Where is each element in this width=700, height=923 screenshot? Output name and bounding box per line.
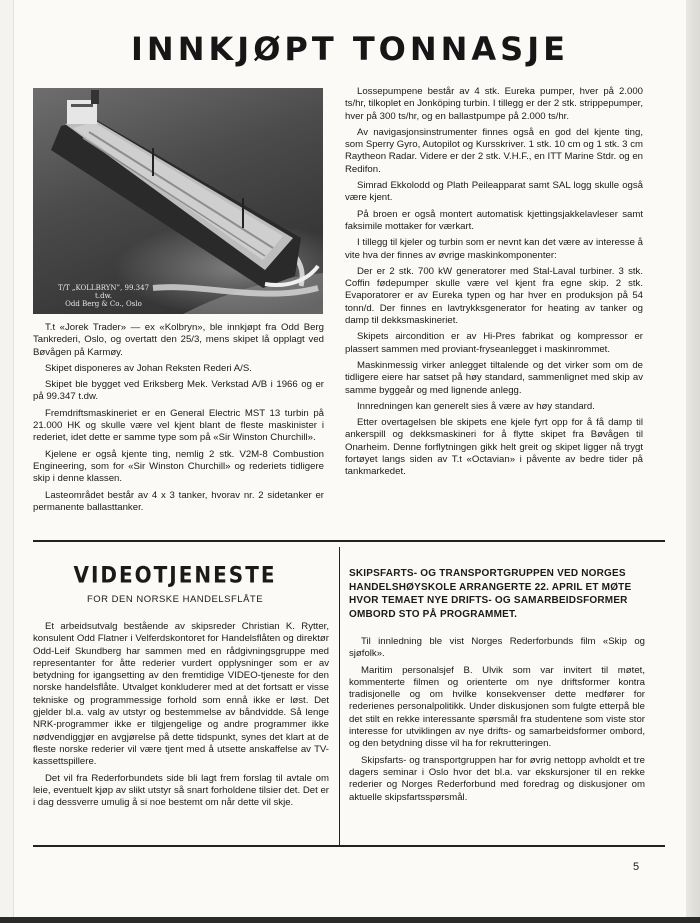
paragraph: Lossepumpene består av 4 stk. Eureka pumper, hver på 2.000 ts/hr, tilkoplet en Jonköping turbin. I tillegg er der 2 stk. strippepumper, hver på 300 ts/hr, og en ballastpumpe på 2.000 ts/hr. [345,86,643,122]
paragraph: Skipsfarts- og transportgruppen har for øvrig nettopp avholdt et tre dagers seminar i Oslo hvor det bl.a. var ekskursjoner til en rekke rederier og Norges Rederforbund med foredrag og diskusjoner om aktuelle skipsfartsspørsmål. [349,754,645,803]
page-number: 5 [633,861,640,873]
page-title: INNKJØPT TONNASJE [131,30,569,68]
paragraph: Skipet ble bygget ved Eriksberg Mek. Verkstad A/B i 1966 og er på 99.347 t.dw. [33,379,324,403]
photo-caption-line1: T/T „KOLLBRYN”, 99.347 t.dw. [57,284,150,300]
paragraph: Et arbeidsutvalg bestående av skipsreder Christian K. Rytter, konsulent Odd Flatner i Velferdskontoret for Handelsflåten og direktør Odd-Leif Skundberg har sammen med en rådgivningsgruppe med representanter for åtte rederier vurdert opplysninger som er av betydning for igangsetting av den fremtidige VIDEO-tjeneste for den norske handelsflåte. Utvalget konkluderer med at det fortsatt er visse tekniske og programmessige forhold som ennå ikke er løst. Det gjelder bl.a. valg av utstyr og bestemmelse av båndvidde. Så lenge NRK-programmer ikke er tilgjengelige og andre programmer ikke nødvendiggjør en avgjørelse på dette tidspunkt, synes det klart at de fleste norske rederier vil være tjent med å utsette anskaffelse av TV-kassettspillere. [33,621,329,768]
page-edge-shadow [686,0,700,923]
tanker-ship-photo [33,88,323,314]
video-article [33,621,329,813]
paragraph: Skipets aircondition er av Hi-Pres fabrikat og kompressor er plassert sammen med proviant-fryseanlegget i maskinrommet. [345,331,643,355]
paragraph: Fremdriftsmaskineriet er en General Electric MST 13 turbin på 21.000 HK og skulle være vel kjent blant de fleste maskinister i rederiet, idet dette er samme type som på «Sir Winston Churchill». [33,407,324,444]
paragraph: Simrad Ekkolodd og Plath Peileapparat samt SAL logg skulle også være kjent. [345,180,643,204]
left-article-column [33,322,324,518]
photo-caption [56,284,151,308]
paragraph: Til innledning ble vist Norges Rederforbunds film «Skip og sjøfolk». [349,636,645,660]
paragraph: I tillegg til kjeler og turbin som er nevnt kan det være av interesse å vite hva der finnes av øvrige maskinkomponenter: [345,237,643,261]
right-article-column [345,86,643,483]
skipsfart-headline: SKIPSFARTS- OG TRANSPORTGRUPPEN VED NORGES HANDELSHØYSKOLE ARRANGERTE 22. APRIL ET MØTE HVOR TEMAET NYE DRIFTS- OG SAMARBEIDSFORMER OMBORD STO PÅ PROGRAMMET. [349,568,632,620]
photo-caption-line2: Odd Berg & Co., Oslo [65,300,142,308]
paragraph: Innredningen kan generelt sies å være av høy standard. [357,400,595,412]
paragraph: Kjelene er også kjente ting, nemlig 2 stk. V2M-8 Combustion Engineering, som for «Sir Winston Churchill» og rederiets tidligere skip i denne klassen. [33,448,324,485]
paragraph: På broen er også montert automatisk kjettingsjakkelavleser samt faksimile mottaker for værkart. [345,208,643,232]
paragraph: Etter overtagelsen ble skipets ene kjele fyrt opp for å få damp til ankerspill og dekksmaskineri for å flytte skipet fra Bøvågen til Onarheim. Denne forflytningen gikk helt greit og skipet ligger nå trygt fortøyet langs siden av T.t «Octavian» i påvente av bedre tider på tankmarkedet. [345,417,643,478]
paragraph: Maritim personalsjef B. Ulvik som var invitert til møtet, kommenterte filmen og orienterte om nye driftsformer kontra tradisjonelle og om hvilke konsekvenser dette medfører for rederienes personalpolitikk. Under diskusjonen som fulgte etterpå ble det stilt en rekke interessante spørsmål fra studentene som viste stor interesse for utviklingen av nye drifts- og samarbeidsformer ombord, og den betydning disse vil ha for rekrutteringen. [349,664,645,750]
paragraph: Lasteområdet består av 4 x 3 tanker, hvorav nr. 2 sidetanker er permanente ballasttanker. [33,489,324,513]
scan-bottom-border [0,917,700,923]
paragraph: Skipet disponeres av Johan Reksten Rederi A/S. [45,362,252,374]
paragraph: Av navigasjonsinstrumenter finnes også en god del kjente ting, som Sperry Gyro, Autopilot og Kursskriver. 1 stk. 10 cm og 1 stk. 3 cm Raytheon Radar. Videre er der 2 stk. V.H.F., en ITT Marine Stdr. og en Redifon. [345,126,643,175]
column-divider [339,547,340,847]
magazine-page [14,0,686,923]
paragraph: T.t «Jorek Trader» — ex «Kolbryn», ble innkjøpt fra Odd Berg Tankrederi, Oslo, og overtatt den 25/3, mens skipet lå opplagt ved Bøvågen på Karmøy. [33,322,324,358]
section-divider [33,540,665,542]
skipsfart-article [349,636,645,808]
paragraph: Maskinmessig virker anlegget tiltalende og det virker som om de tidligere eiere har satset på høy standard, sammenlignet med skip av samme byggeår og med lignende anlegg. [345,359,643,396]
paragraph: Der er 2 stk. 700 kW generatorer med Stal-Laval turbiner. 3 stk. Coffin fødepumper skulle være vel kjent fra egne skip. 2 stk. Evaporatorer er av Eureka typen og har hver en produksjon på 54 tonn/d. Der finnes en lavtrykksgenerator for heating av tanker og damp til dekksmaskineriet. [345,265,643,327]
bottom-divider [33,845,665,847]
paragraph: Det vil fra Rederforbundets side bli lagt frem forslag til avtale om leie, eventuelt kjøp av slikt utstyr så snart forholdene tilsier det. Det er i dag dessverre umulig å si noe bestemt om når dette vil skje. [33,772,329,809]
ship-illustration [33,88,323,314]
video-section-title: VIDEOTJENESTE [73,561,277,589]
video-section-subtitle: FOR DEN NORSKE HANDELSFLÅTE [86,594,264,605]
